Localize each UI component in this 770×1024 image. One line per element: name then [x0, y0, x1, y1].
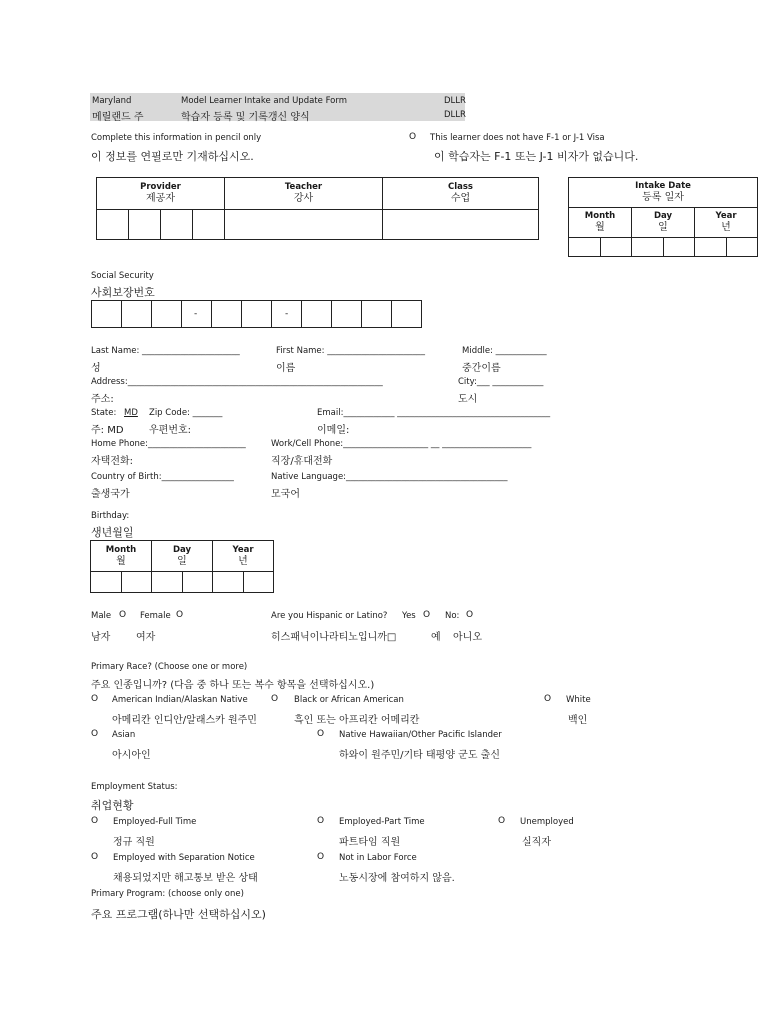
intake-box-4[interactable] — [663, 238, 695, 257]
class-header: Class 수업 — [383, 178, 539, 210]
female-radio[interactable]: O — [176, 610, 184, 620]
ssn-box[interactable] — [391, 300, 422, 328]
emp-unemployed-ko: 실직자 — [522, 837, 551, 848]
ssn-box[interactable] — [301, 300, 332, 328]
emp-not-labor-ko: 노동시장에 참여하지 않음. — [339, 873, 455, 884]
birthday-label: Birthday: — [91, 511, 130, 521]
provider-box-3[interactable] — [161, 210, 193, 240]
email-ko: 이메일: — [317, 425, 350, 436]
ssn-box[interactable] — [91, 300, 122, 328]
middle-name-ko: 중간이름 — [462, 363, 501, 374]
country-ko: 출생국가 — [91, 489, 130, 500]
hispanic-no-ko: 아니오 — [453, 632, 482, 643]
birth-box-2[interactable] — [121, 572, 152, 593]
emp-part-time-radio[interactable]: O — [317, 816, 325, 826]
ssn-label: Social Security — [91, 271, 154, 281]
birth-box-3[interactable] — [152, 572, 183, 593]
race-american-indian-label: American Indian/Alaskan Native — [112, 695, 248, 705]
provider-header: Provider 제공자 — [97, 178, 225, 210]
provider-box-1[interactable] — [97, 210, 129, 240]
zip-field[interactable]: Zip Code: _______ — [149, 408, 223, 418]
race-label-ko: 주요 인종입니까? (다음 중 하나 또는 복수 항목을 선택하십시오.) — [91, 680, 375, 691]
ssn-box[interactable] — [331, 300, 362, 328]
ssn-box[interactable] — [151, 300, 182, 328]
program-label-ko: 주요 프로그램(하나만 선택하십시오) — [91, 908, 266, 921]
pencil-instruction: Complete this information in pencil only — [91, 133, 262, 143]
agency-label-2: DLLR — [444, 110, 466, 120]
visa-radio[interactable]: O — [409, 132, 417, 142]
language-ko: 모국어 — [271, 489, 300, 500]
language-field[interactable]: Native Language:______________________________________ — [271, 472, 508, 482]
teacher-input[interactable] — [225, 210, 383, 240]
emp-part-time-label: Employed-Part Time — [339, 817, 425, 827]
emp-full-time-label: Employed-Full Time — [113, 817, 197, 827]
intake-box-2[interactable] — [600, 238, 632, 257]
emp-separation-ko: 채용되었지만 해고통보 받은 상태 — [113, 873, 258, 884]
work-phone-ko: 직장/휴대전화 — [271, 456, 333, 467]
hispanic-yes-radio[interactable]: O — [423, 610, 431, 620]
race-white-ko: 백인 — [568, 715, 588, 726]
state-ko: 주: MD — [91, 425, 124, 436]
intake-box-1[interactable] — [569, 238, 601, 257]
emp-not-labor-radio[interactable]: O — [317, 852, 325, 862]
teacher-header: Teacher 강사 — [225, 178, 383, 210]
emp-separation-label: Employed with Separation Notice — [113, 853, 255, 863]
race-asian-label: Asian — [112, 730, 136, 740]
birth-box-4[interactable] — [182, 572, 213, 593]
country-field[interactable]: Country of Birth:_________________ — [91, 472, 234, 482]
zip-ko: 우편번호: — [149, 425, 192, 436]
race-black-radio[interactable]: O — [271, 694, 279, 704]
hispanic-yes-ko: 예 — [431, 632, 441, 643]
intake-box-6[interactable] — [726, 238, 758, 257]
emp-separation-radio[interactable]: O — [91, 852, 99, 862]
address-field[interactable]: Address:____________________________________________________________ — [91, 377, 383, 387]
visa-label: This learner does not have F-1 or J-1 Visa — [430, 133, 605, 143]
birth-box-5[interactable] — [213, 572, 244, 593]
race-asian-radio[interactable]: O — [91, 729, 99, 739]
last-name-field[interactable]: Last Name: _______________________ — [91, 346, 240, 356]
email-field[interactable]: Email:____________ ____________________________________ — [317, 408, 551, 418]
female-label: Female — [140, 611, 171, 621]
provider-box-4[interactable] — [193, 210, 225, 240]
pencil-instruction-ko: 이 정보를 연필로만 기재하십시오. — [91, 150, 254, 163]
hispanic-yes-label: Yes — [402, 611, 416, 621]
race-black-label: Black or African American — [294, 695, 404, 705]
ssn-dash-2: - — [285, 309, 289, 319]
ssn-dash-1: - — [194, 309, 198, 319]
male-label: Male — [91, 611, 112, 621]
employment-label-ko: 취업현황 — [91, 799, 134, 812]
birth-year-header: Year 년 — [213, 541, 274, 572]
race-black-ko: 흑인 또는 아프리칸 어메리칸 — [294, 715, 420, 726]
provider-teacher-class-table — [96, 177, 539, 240]
birth-day-header: Day 일 — [152, 541, 213, 572]
emp-full-time-ko: 정규 직원 — [113, 837, 155, 848]
birth-box-6[interactable] — [243, 572, 274, 593]
intake-box-3[interactable] — [632, 238, 664, 257]
intake-box-5[interactable] — [695, 238, 727, 257]
ssn-box[interactable] — [361, 300, 392, 328]
hispanic-question-ko: 히스패닉이나라티노입니까□ — [271, 632, 397, 643]
first-name-field[interactable]: First Name: _______________________ — [276, 346, 425, 356]
ssn-box[interactable] — [211, 300, 242, 328]
race-white-label: White — [566, 695, 591, 705]
race-label: Primary Race? (Choose one or more) — [91, 662, 248, 672]
state-field-label: State: — [91, 408, 117, 418]
city-ko: 도시 — [458, 394, 478, 405]
form-title-ko: 학습자 등록 및 기록갱신 양식 — [181, 112, 310, 123]
program-label: Primary Program: (choose only one) — [91, 889, 244, 899]
ssn-box[interactable] — [241, 300, 272, 328]
address-ko: 주소: — [91, 394, 114, 405]
race-hawaiian-ko: 하와이 원주민/기타 태평양 군도 출신 — [339, 750, 500, 761]
race-american-indian-radio[interactable]: O — [91, 694, 99, 704]
work-phone-field[interactable]: Work/Cell Phone:____________________ __ _____________________ — [271, 439, 532, 449]
agency-label: DLLR — [444, 96, 466, 106]
intake-month-header: Month 월 — [569, 208, 632, 238]
emp-full-time-radio[interactable]: O — [91, 816, 99, 826]
emp-not-labor-label: Not in Labor Force — [339, 853, 417, 863]
emp-part-time-ko: 파트타임 직원 — [339, 837, 401, 848]
home-phone-field[interactable]: Home Phone:_______________________ — [91, 439, 246, 449]
birth-month-header: Month 월 — [91, 541, 152, 572]
state-label-ko: 메릴랜드 주 — [92, 112, 144, 123]
emp-unemployed-label: Unemployed — [520, 817, 574, 827]
race-american-indian-ko: 아메리칸 인디안/알래스카 원주민 — [112, 715, 257, 726]
race-hawaiian-radio[interactable]: O — [317, 729, 325, 739]
class-input[interactable] — [383, 210, 539, 240]
hispanic-question: Are you Hispanic or Latino? — [271, 611, 388, 621]
race-hawaiian-label: Native Hawaiian/Other Pacific Islander — [339, 730, 502, 740]
birthday-label-ko: 생년월일 — [91, 526, 134, 539]
first-name-ko: 이름 — [276, 363, 296, 374]
city-field[interactable]: City:___ ____________ — [458, 377, 544, 387]
ssn-label-ko: 사회보장번호 — [91, 286, 155, 299]
employment-label: Employment Status: — [91, 782, 178, 792]
intake-date-header: Intake Date 등록 일자 — [569, 178, 758, 208]
hispanic-no-radio[interactable]: O — [466, 610, 474, 620]
male-label-ko: 남자 — [91, 632, 111, 643]
ssn-box[interactable] — [121, 300, 152, 328]
intake-date-table — [568, 177, 758, 257]
last-name-ko: 성 — [91, 363, 101, 374]
intake-year-header: Year 년 — [695, 208, 758, 238]
provider-box-2[interactable] — [129, 210, 161, 240]
male-radio[interactable]: O — [119, 610, 127, 620]
race-asian-ko: 아시아인 — [112, 750, 151, 761]
form-title: Model Learner Intake and Update Form — [181, 96, 347, 106]
state-label: Maryland — [92, 96, 132, 106]
birth-box-1[interactable] — [91, 572, 122, 593]
middle-name-field[interactable]: Middle: ____________ — [462, 346, 547, 356]
race-white-radio[interactable]: O — [544, 694, 552, 704]
state-value[interactable]: MD — [124, 408, 138, 418]
ssn-boxes[interactable] — [91, 300, 422, 328]
female-label-ko: 여자 — [136, 632, 156, 643]
intake-day-header: Day 일 — [632, 208, 695, 238]
birthday-table — [90, 540, 274, 593]
visa-label-ko: 이 학습자는 F-1 또는 J-1 비자가 없습니다. — [434, 150, 639, 163]
emp-unemployed-radio[interactable]: O — [498, 816, 506, 826]
home-phone-ko: 자택전화: — [91, 456, 134, 467]
hispanic-no-label: No: — [445, 611, 460, 621]
